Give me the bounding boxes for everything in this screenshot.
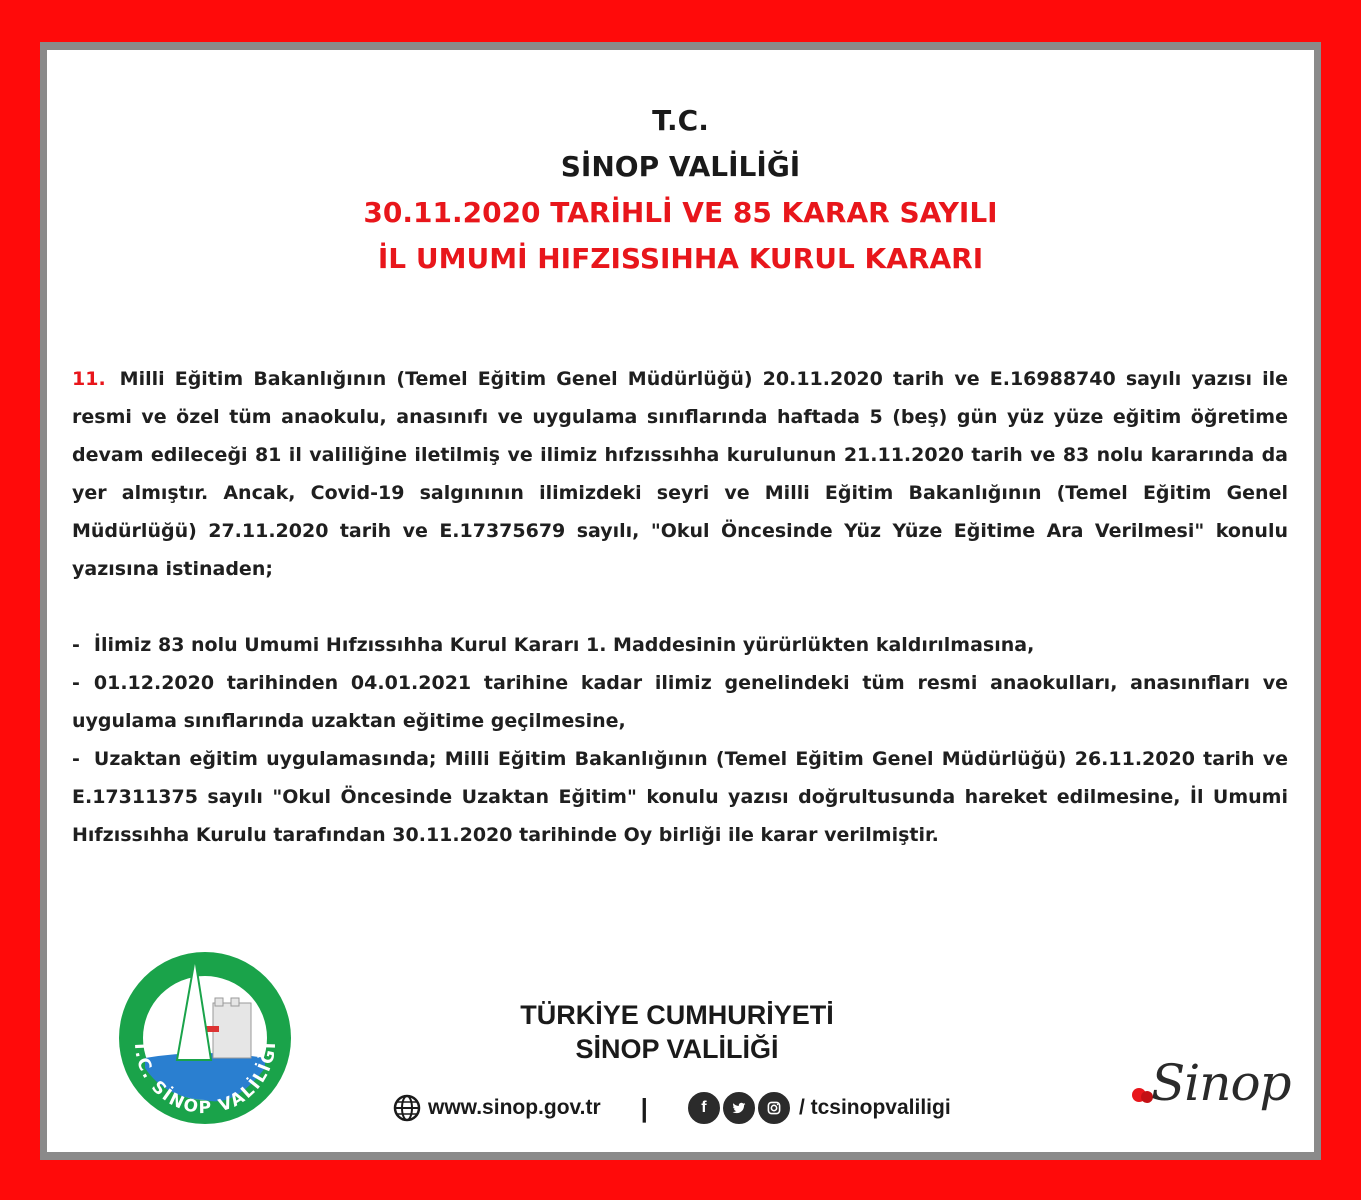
decision-intro-paragraph: [72, 360, 1288, 588]
decision-intro-text: Milli Eğitim Bakanlığının (Temel Eğitim Genel Müdürlüğü) 20.11.2020 tarih ve E.16988740 sayılı yazısı ile resmi ve özel tüm anaokulu, anasınıfı ve uygulama sınıflarında haftada 5 (beş) gün yüz yüze eğitim öğretime devam edileceği 81 il valiliğine iletilmiş ve ilimiz hıfzıssıhha kurulunun 21.11.2020 tarih ve 83 nolu kararında da yer almıştır. Ancak, Covid-19 salgınının ilimizdeki seyri ve Milli Eğitim Bakanlığının (Temel Eğitim Genel Müdürlüğü) 27.11.2020 tarih ve E.17375679 sayılı, "Okul Öncesinde Yüz Yüze Eğitime Ara Verilmesi" konulu yazısına istinaden;: [72, 368, 1288, 580]
seal-text: T.C. SİNOP VALİLİĞİ: [129, 1040, 281, 1119]
decision-item-text: İlimiz 83 nolu Umumi Hıfzıssıhha Kurul Kararı 1. Maddesinin yürürlükten kaldırılmasına,: [93, 634, 1035, 656]
decision-number: 11.: [72, 368, 106, 390]
header-decision-title: İL UMUMİ HIFZISSIHHA KURUL KARARI: [377, 242, 984, 275]
website-link[interactable]: www.sinop.gov.tr: [428, 1096, 601, 1119]
globe-icon: [392, 1093, 422, 1123]
document-page: [47, 50, 1314, 1152]
header-governorship: SİNOP VALİLİĞİ: [560, 150, 801, 183]
social-handle[interactable]: / tcsinopvaliligi: [798, 1096, 951, 1119]
contact-bar: [392, 1090, 951, 1126]
dash-bullet: -: [72, 748, 80, 770]
footer-governorship: SİNOP VALİLİĞİ: [575, 1034, 779, 1064]
decision-item: [72, 740, 1288, 854]
dash-bullet: -: [72, 634, 80, 656]
decision-body: [72, 360, 1288, 854]
instagram-icon[interactable]: [758, 1092, 790, 1124]
header-tc: T.C.: [652, 104, 709, 137]
sinop-brand-logo: Sinop: [1151, 1054, 1291, 1112]
decision-item: [72, 626, 1288, 664]
twitter-icon[interactable]: [723, 1092, 755, 1124]
footer-title: [437, 998, 917, 1066]
dash-bullet: -: [72, 672, 80, 694]
footer-country: TÜRKİYE CUMHURİYETİ: [520, 1000, 834, 1030]
document-header: [47, 98, 1314, 282]
decision-item-text: Uzaktan eğitim uygulamasında; Milli Eğitim Bakanlığının (Temel Eğitim Genel Müdürlüğü) 26.11.2020 tarih ve E.17311375 sayılı "Okul Öncesinde Uzaktan Eğitim" konulu yazısı doğrultusunda hareket edilmesine, İl Umumi Hıfzıssıhha Kurulu tarafından 30.11.2020 tarihinde Oy birliği ile karar verilmiştir.: [72, 748, 1288, 846]
governorship-seal-logo: [115, 948, 295, 1128]
decision-item: [72, 664, 1288, 740]
facebook-icon[interactable]: f: [688, 1092, 720, 1124]
header-decision-date: 30.11.2020 TARİHLİ VE 85 KARAR SAYILI: [363, 196, 998, 229]
decision-item-text: 01.12.2020 tarihinden 04.01.2021 tarihine kadar ilimiz genelindeki tüm resmi anaokulları, anasınıfları ve uygulama sınıflarında uzaktan eğitime geçilmesine,: [72, 672, 1288, 732]
contact-separator: |: [640, 1092, 648, 1123]
